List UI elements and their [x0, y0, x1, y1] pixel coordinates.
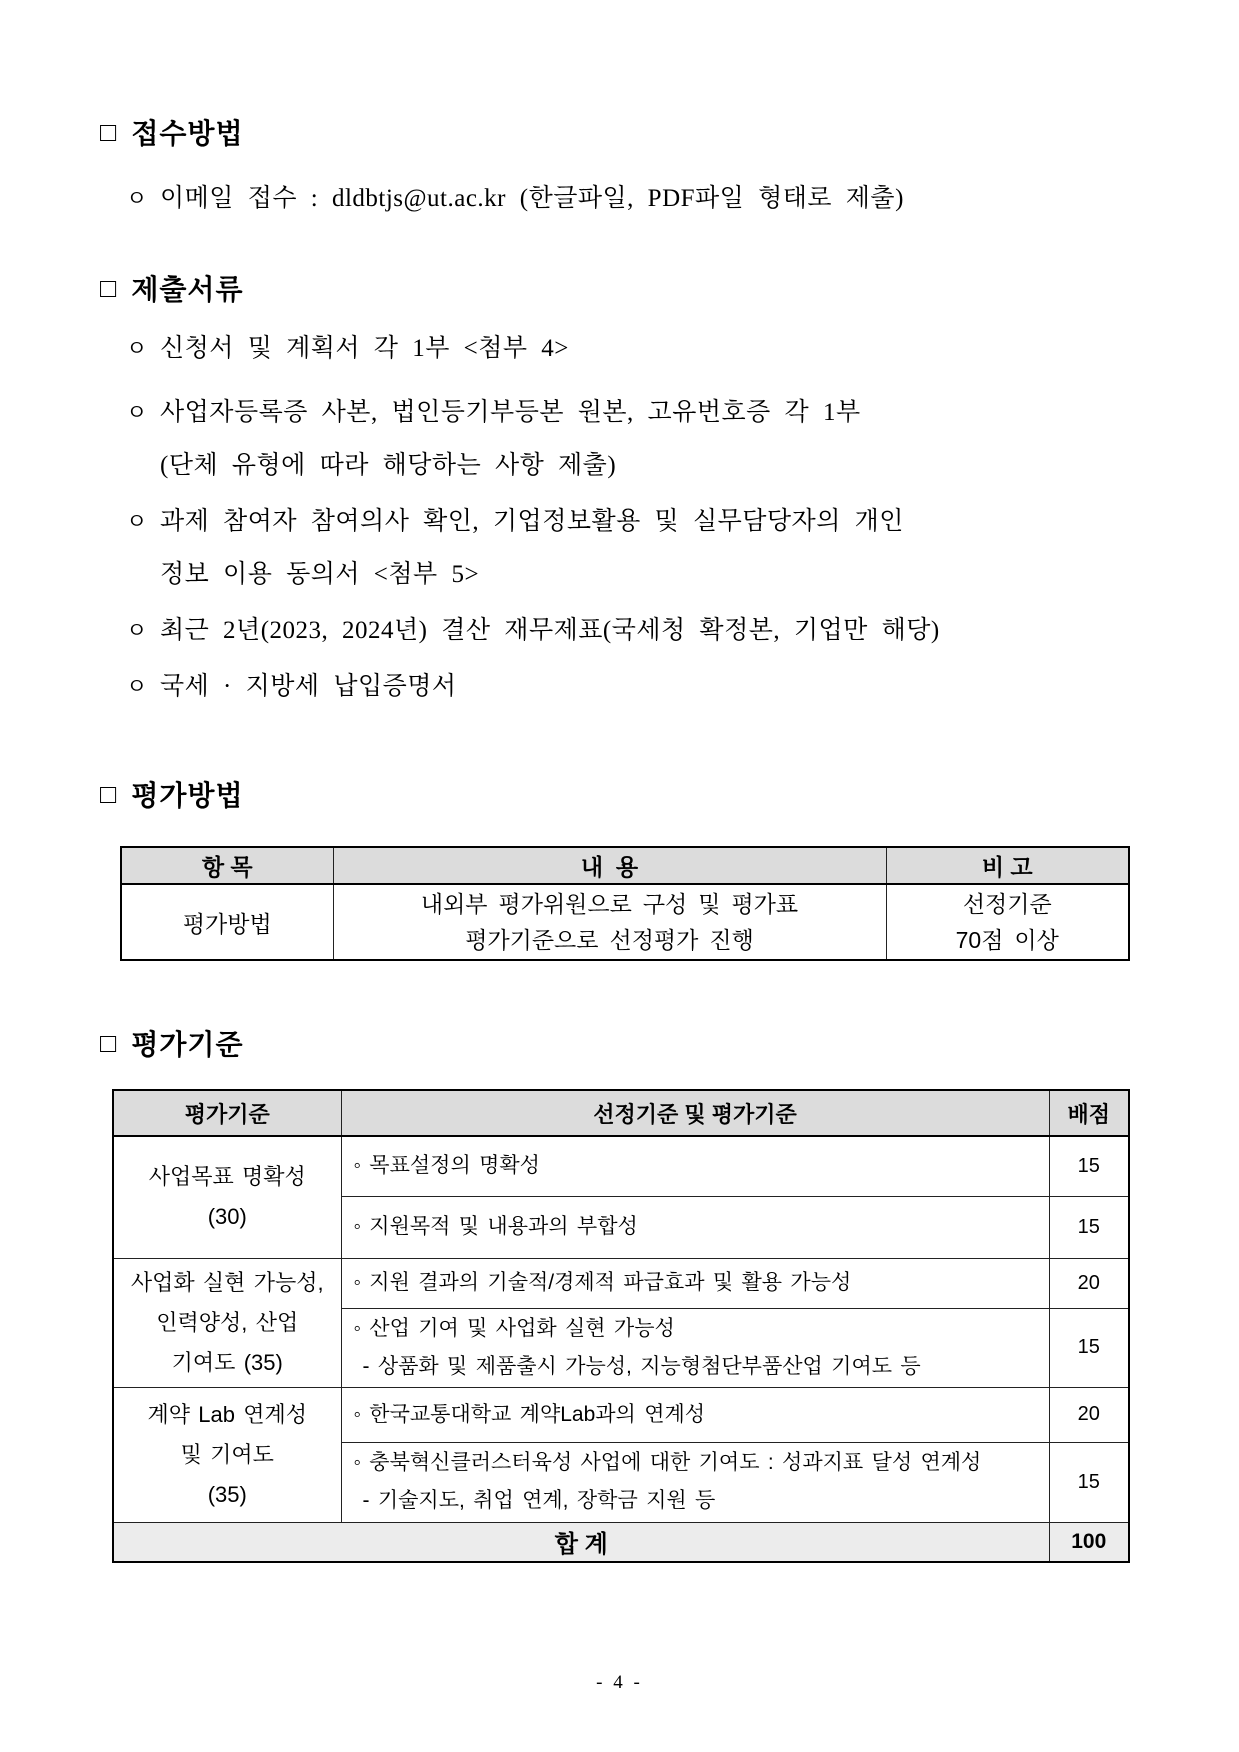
- table-total-row: [113, 1522, 1129, 1562]
- document-item-text: 과제 참여자 참여의사 확인, 기업정보활용 및 실무담당자의 개인: [160, 508, 904, 535]
- cell-score: 15: [1049, 1136, 1129, 1196]
- cell-score: 20: [1049, 1258, 1129, 1308]
- document-item-text: 최근 2년(2023, 2024년) 결산 재무제표(국세청 확정본, 기업만 해당): [160, 617, 940, 644]
- list-item: [100, 668, 1135, 706]
- cell-score: 15: [1049, 1196, 1129, 1258]
- table-row: [113, 1258, 1129, 1308]
- cell-criterion: [113, 1387, 341, 1522]
- total-label: 합 계: [113, 1522, 1049, 1562]
- page-number: - 4 -: [596, 1672, 643, 1693]
- circle-bullet-icon: ㅇ: [126, 618, 148, 643]
- criterion-line: 기여도 (35): [171, 1349, 283, 1375]
- cell-criterion: [113, 1258, 341, 1387]
- list-item: [100, 394, 1135, 485]
- criterion-line: 사업화 실현 가능성,: [130, 1269, 324, 1295]
- standard-line: ◦ 한국교통대학교 계약Lab과의 연계성: [353, 1402, 706, 1426]
- cell-content-line: 평가기준으로 선정평가 진행: [465, 927, 754, 953]
- cell-standard: [341, 1136, 1049, 1196]
- criterion-line: 인력양성, 산업: [156, 1309, 299, 1335]
- circle-bullet-icon: ㅇ: [126, 509, 148, 534]
- cell-content-line: 내외부 평가위원으로 구성 및 평가표: [420, 891, 799, 917]
- standard-line: ◦ 목표설정의 명확성: [353, 1154, 540, 1178]
- col-header-item: 항 목: [121, 847, 333, 884]
- col-header-criterion: 평가기준: [113, 1090, 341, 1136]
- eval-method-table: [120, 846, 1130, 961]
- col-header-standard: 선정기준 및 평가기준: [341, 1090, 1049, 1136]
- cell-item: 평가방법: [121, 884, 333, 960]
- square-marker-icon: □: [100, 116, 118, 147]
- section-heading-documents: [100, 268, 1135, 308]
- criterion-line: 사업목표 명확성: [148, 1164, 306, 1190]
- cell-note: [886, 884, 1129, 960]
- standard-line: ◦ 산업 기여 및 사업화 실현 가능성: [353, 1316, 675, 1340]
- table-row: [113, 1387, 1129, 1442]
- list-item: [100, 503, 1135, 594]
- cell-standard: [341, 1387, 1049, 1442]
- cell-standard: [341, 1258, 1049, 1308]
- col-header-points: 배점: [1049, 1090, 1129, 1136]
- cell-criterion: [113, 1136, 341, 1258]
- section-title: 제출서류: [131, 275, 244, 306]
- table-row: [121, 884, 1129, 960]
- eval-criteria-table: [112, 1089, 1130, 1563]
- table-header-row: [121, 847, 1129, 884]
- document-item-continuation: (단체 유형에 따라 해당하는 사항 제출): [160, 452, 617, 479]
- section-title: 접수방법: [131, 119, 244, 150]
- criterion-line: (30): [207, 1204, 247, 1230]
- col-header-note: 비 고: [886, 847, 1129, 884]
- square-marker-icon: □: [100, 778, 118, 809]
- table-header-row: [113, 1090, 1129, 1136]
- criterion-line: (35): [207, 1481, 247, 1507]
- document-item-continuation: 정보 이용 동의서 <첨부 5>: [160, 561, 480, 588]
- section-heading-reception: [100, 112, 1135, 152]
- standard-subline: - 기술지도, 취업 연계, 장학금 지원 등: [362, 1489, 716, 1512]
- document-item-text: 국세 · 지방세 납입증명서: [160, 673, 457, 700]
- standard-subline: - 상품화 및 제품출시 가능성, 지능형첨단부품산업 기여도 등: [362, 1354, 921, 1378]
- criterion-line: 및 기여도: [180, 1441, 274, 1467]
- document-item-text: 신청서 및 계획서 각 1부 <첨부 4>: [160, 335, 569, 362]
- circle-bullet-icon: ㅇ: [126, 400, 148, 425]
- list-item: [100, 612, 1135, 650]
- standard-line: ◦ 지원목적 및 내용과의 부합성: [353, 1215, 638, 1238]
- document-item-text: 사업자등록증 사본, 법인등기부등본 원본, 고유번호증 각 1부: [160, 399, 861, 426]
- section-title: 평가방법: [131, 781, 244, 812]
- standard-line: ◦ 충북혁신클러스터육성 사업에 대한 기여도 : 성과지표 달성 연계성: [353, 1451, 982, 1474]
- section-heading-eval-method: [100, 774, 1135, 814]
- circle-bullet-icon: ㅇ: [126, 336, 148, 361]
- list-item: [100, 330, 1135, 368]
- cell-score: 15: [1049, 1308, 1129, 1387]
- table-row: [113, 1136, 1129, 1196]
- square-marker-icon: □: [100, 1027, 118, 1058]
- cell-note-line: 선정기준: [962, 891, 1052, 917]
- cell-score: 20: [1049, 1387, 1129, 1442]
- section-heading-eval-criteria: [100, 1023, 1135, 1063]
- col-header-content: 내 용: [333, 847, 886, 884]
- circle-bullet-icon: ㅇ: [126, 186, 148, 211]
- reception-email-text: 이메일 접수 : dldbtjs@ut.ac.kr (한글파일, PDF파일 형태로 제출): [160, 185, 904, 212]
- cell-standard: [341, 1442, 1049, 1522]
- cell-standard: [341, 1196, 1049, 1258]
- cell-standard: [341, 1308, 1049, 1387]
- cell-score: 15: [1049, 1442, 1129, 1522]
- circle-bullet-icon: ㅇ: [126, 674, 148, 699]
- list-item: [100, 180, 1135, 218]
- cell-note-line: 70점 이상: [955, 927, 1059, 953]
- standard-line: ◦ 지원 결과의 기술적/경제적 파급효과 및 활용 가능성: [353, 1271, 852, 1294]
- section-title: 평가기준: [131, 1030, 244, 1061]
- square-marker-icon: □: [100, 272, 118, 303]
- total-score: 100: [1049, 1522, 1129, 1562]
- criterion-line: 계약 Lab 연계성: [147, 1401, 308, 1427]
- cell-content: [333, 884, 886, 960]
